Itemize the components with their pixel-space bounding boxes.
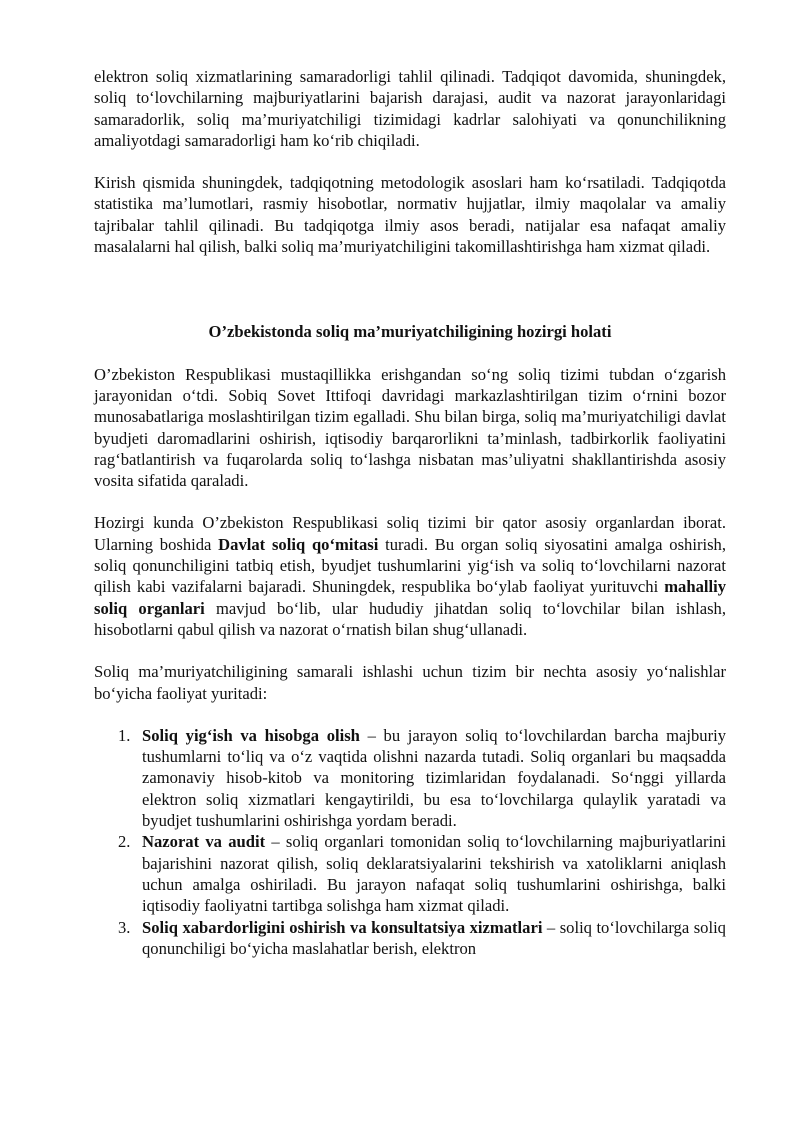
paragraph-intro-end: elektron soliq xizmatlarining samaradorligi tahlil qilinadi. Tadqiqot davomida, shuningdek, soliq to‘lovchilarning majburiyatlarini bajarish darajasi, audit va nazorat jarayonlaridagi samaradorlik, soliq ma’muriyatchiligi tizimidagi kadrlar salohiyati va qonunchilikning amaliyotdagi samaradorligi ham ko‘rib chiqiladi. [94,67,726,150]
list-item-text: – soliq to‘lovchilarga soliq qonunchiligi bo‘yicha maslahatlar berish, elektron [142,917,726,958]
document-page [94,66,726,959]
list-item-text: – soliq organlari tomonidan soliq to‘lovchilarning majburiyatlarini bajarishini nazorat qilish, soliq deklaratsiyalarini tekshirish va xatoliklarni aniqlash uchun amalga oshiriladi. Bu jarayon nafaqat soliq tushumlarini oshirishga, balki iqtisodiy faoliyatni tartibga solishga ham xizmat qiladi. [142,832,726,916]
list-item-title: Nazorat va audit [142,832,266,852]
organs-text-3: mavjud bo‘lib, ular hududiy jihatdan soliq to‘lovchilar bilan ishlash, hisobotlarni qabul qilish va nazorat o‘rnatish bilan shug‘ullanadi. [94,598,726,639]
organs-bold-committee: Davlat soliq qo‘mitasi [218,534,379,554]
list-item-text: – bu jarayon soliq to‘lovchilardan barcha majburiy tushumlarni to‘liq va o‘z vaqtida olishni nazarda tutadi. Soliq organlari bu maqsadda zamonaviy hisob-kitob va monitoring tizimlaridan foydalanadi. So‘nggi yillarda elektron soliq xizmatlari kengaytirildi, bu esa to‘lovchilarga qulaylik yaratadi va byudjet tushumlarini oshirishga yordam beradi. [142,725,727,831]
section-heading: O’zbekistonda soliq ma’muriyatchiligining hozirgi holati [208,322,612,342]
list-item-number: 1. [118,725,131,745]
list-item [94,917,726,960]
organs-text-1: Hozirgi kunda O’zbekiston Respublikasi soliq tizimi bir qator asosiy organlardan iborat. Ularning boshida [94,513,726,554]
list-item-title: Soliq xabardorligini oshirish va konsultatsiya xizmatlari [142,917,543,937]
list-item-number: 3. [118,917,131,937]
organs-bold-local: mahalliy soliq organlari [94,577,726,618]
paragraph-methodology: Kirish qismida shuningdek, tadqiqotning metodologik asoslari ham ko‘rsatiladi. Tadqiqotda statistika ma’lumotlari, rasmiy hisobotlar, normativ hujjatlar, ilmiy maqolalar va amaliy tajribalar tahlil qilinadi. Bu tadqiqotga ilmiy asos beradi, natijalar esa nafaqat amaliy masalalarni hal qilish, balki soliq ma’muriyatchiligini takomillashtirishga ham xizmat qiladi. [94,173,726,257]
directions-list [94,725,726,959]
organs-text-2: turadi. Bu organ soliq siyosatini amalga oshirish, soliq qonunchiligini tatbiq etish, byudjet tushumlarini yig‘ish va soliq to‘lovchilarni nazorat qilish kabi vazifalarni bajaradi. Shuningdek, respublika bo‘ylab faoliyat yurituvchi [94,534,726,597]
list-item [94,831,726,916]
list-item [94,725,726,831]
paragraph-directions: Soliq ma’muriyatchiligining samarali ishlashi uchun tizim bir nechta asosiy yo‘nalishlar bo‘yicha faoliyat yuritadi: [94,662,726,703]
paragraph-history: O’zbekiston Respublikasi mustaqillikka erishgandan so‘ng soliq tizimi tubdan o‘zgarish jarayonidan o‘tdi. Sobiq Sovet Ittifoqi davridagi markazlashtirilgan tizim o‘rnini bozor munosabatlariga moslashtirilgan tizim egalladi. Shu bilan birga, soliq ma’muriyatchiligi davlat byudjeti daromadlarini oshirish, iqtisodiy barqarorlikni ta’minlash, tadbirkorlik faoliyatini rag‘batlantirish va fuqarolarda soliq to‘lashga nisbatan mas’uliyatni shakllantirishda asosiy vosita sifatida qaraladi. [94,364,726,491]
list-item-number: 2. [118,832,131,852]
paragraph-organs [94,512,726,640]
list-item-title: Soliq yig‘ish va hisobga olish [142,725,360,745]
